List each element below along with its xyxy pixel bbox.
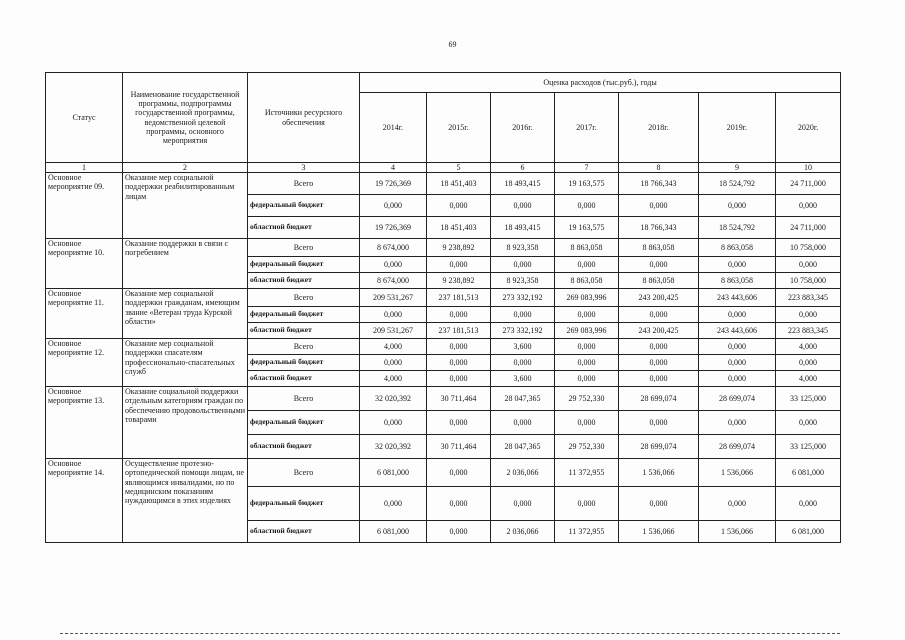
amount-cell: 0,000	[427, 371, 491, 387]
page-number: 69	[448, 40, 457, 49]
amount-cell: 0,000	[699, 355, 776, 371]
funding-source: федеральный бюджет	[248, 355, 360, 371]
header-year: 2019г.	[699, 93, 776, 163]
header-status: Статус	[46, 73, 123, 163]
amount-cell: 0,000	[555, 195, 619, 217]
amount-cell: 4,000	[776, 371, 841, 387]
table-row	[46, 387, 841, 411]
amount-cell: 0,000	[776, 307, 841, 323]
amount-cell: 209 531,267	[360, 289, 427, 307]
amount-cell: 9 238,892	[427, 239, 491, 257]
amount-cell: 0,000	[619, 339, 699, 355]
header-year: 2014г.	[360, 93, 427, 163]
amount-cell: 28 047,365	[491, 387, 555, 411]
amount-cell: 18 451,403	[427, 173, 491, 195]
amount-cell: 0,000	[491, 257, 555, 273]
amount-cell: 19 163,575	[555, 173, 619, 195]
funding-source: федеральный бюджет	[248, 195, 360, 217]
amount-cell: 223 883,345	[776, 323, 841, 339]
amount-cell: 4,000	[360, 371, 427, 387]
amount-cell: 28 047,365	[491, 435, 555, 459]
amount-cell: 4,000	[776, 339, 841, 355]
activity-status: Основное мероприятие 10.	[46, 239, 123, 289]
table-row	[46, 173, 841, 195]
amount-cell: 28 699,074	[619, 387, 699, 411]
amount-cell: 0,000	[619, 411, 699, 435]
amount-cell: 24 711,000	[776, 217, 841, 239]
amount-cell: 0,000	[491, 487, 555, 521]
funding-source: областной бюджет	[248, 217, 360, 239]
header-name: Наименование государственной программы, подпрограммы государственной программы, ведомственной целевой программы, основного мероприятия	[123, 73, 248, 163]
activity-status: Основное мероприятие 11.	[46, 289, 123, 339]
amount-cell: 24 711,000	[776, 173, 841, 195]
column-number: 9	[699, 163, 776, 173]
amount-cell: 8 863,058	[555, 273, 619, 289]
amount-cell: 18 493,415	[491, 173, 555, 195]
amount-cell: 0,000	[427, 411, 491, 435]
funding-source: областной бюджет	[248, 273, 360, 289]
amount-cell: 0,000	[699, 339, 776, 355]
amount-cell: 0,000	[776, 487, 841, 521]
amount-cell: 10 758,000	[776, 239, 841, 257]
header-year: 2018г.	[619, 93, 699, 163]
amount-cell: 18 766,343	[619, 217, 699, 239]
amount-cell: 19 726,369	[360, 173, 427, 195]
amount-cell: 30 711,464	[427, 435, 491, 459]
amount-cell: 18 766,343	[619, 173, 699, 195]
amount-cell: 1 536,066	[619, 459, 699, 487]
amount-cell: 0,000	[360, 307, 427, 323]
amount-cell: 243 200,425	[619, 323, 699, 339]
amount-cell: 32 020,392	[360, 387, 427, 411]
amount-cell: 11 372,955	[555, 459, 619, 487]
amount-cell: 0,000	[555, 339, 619, 355]
amount-cell: 0,000	[427, 257, 491, 273]
column-number: 4	[360, 163, 427, 173]
header-year: 2017г.	[555, 93, 619, 163]
activity-status: Основное мероприятие 13.	[46, 387, 123, 459]
column-number: 6	[491, 163, 555, 173]
column-number: 8	[619, 163, 699, 173]
amount-cell: 0,000	[619, 371, 699, 387]
amount-cell: 273 332,192	[491, 289, 555, 307]
activity-name: Оказание мер социальной поддержки гражданам, имеющим звание «Ветеран труда Курской области»	[123, 289, 248, 339]
amount-cell: 0,000	[619, 487, 699, 521]
amount-cell: 9 238,892	[427, 273, 491, 289]
amount-cell: 0,000	[360, 195, 427, 217]
amount-cell: 0,000	[360, 355, 427, 371]
bottom-rule	[60, 633, 840, 634]
column-number: 2	[123, 163, 248, 173]
amount-cell: 0,000	[555, 355, 619, 371]
amount-cell: 0,000	[776, 195, 841, 217]
activity-name: Оказание мер социальной поддержки спасателям профессионально-спасательных служб	[123, 339, 248, 387]
amount-cell: 0,000	[776, 355, 841, 371]
funding-source: Всего	[248, 173, 360, 195]
amount-cell: 19 726,369	[360, 217, 427, 239]
amount-cell: 29 752,330	[555, 435, 619, 459]
amount-cell: 18 524,792	[699, 173, 776, 195]
amount-cell: 8 863,058	[699, 239, 776, 257]
amount-cell: 209 531,267	[360, 323, 427, 339]
amount-cell: 0,000	[491, 307, 555, 323]
header-year: 2015г.	[427, 93, 491, 163]
amount-cell: 3,600	[491, 371, 555, 387]
amount-cell: 2 036,066	[491, 459, 555, 487]
amount-cell: 243 443,606	[699, 323, 776, 339]
amount-cell: 33 125,000	[776, 435, 841, 459]
amount-cell: 0,000	[699, 487, 776, 521]
activity-name: Оказание поддержки в связи с погребением	[123, 239, 248, 289]
funding-source: Всего	[248, 459, 360, 487]
amount-cell: 0,000	[619, 307, 699, 323]
amount-cell: 6 081,000	[776, 521, 841, 543]
activity-status: Основное мероприятие 12.	[46, 339, 123, 387]
amount-cell: 0,000	[555, 487, 619, 521]
amount-cell: 6 081,000	[776, 459, 841, 487]
amount-cell: 0,000	[491, 411, 555, 435]
table-row	[46, 289, 841, 307]
amount-cell: 223 883,345	[776, 289, 841, 307]
funding-source: Всего	[248, 239, 360, 257]
amount-cell: 33 125,000	[776, 387, 841, 411]
activity-rows	[46, 173, 841, 543]
funding-source: областной бюджет	[248, 371, 360, 387]
column-number: 5	[427, 163, 491, 173]
amount-cell: 0,000	[699, 195, 776, 217]
amount-cell: 28 699,074	[699, 387, 776, 411]
amount-cell: 0,000	[555, 371, 619, 387]
activity-name: Оказание мер социальной поддержки реабилитированным лицам	[123, 173, 248, 239]
amount-cell: 0,000	[427, 459, 491, 487]
funding-source: федеральный бюджет	[248, 487, 360, 521]
amount-cell: 0,000	[699, 257, 776, 273]
amount-cell: 0,000	[360, 257, 427, 273]
table-row	[46, 459, 841, 487]
amount-cell: 0,000	[699, 307, 776, 323]
amount-cell: 0,000	[699, 411, 776, 435]
amount-cell: 0,000	[776, 411, 841, 435]
amount-cell: 0,000	[555, 257, 619, 273]
amount-cell: 0,000	[427, 521, 491, 543]
amount-cell: 0,000	[427, 339, 491, 355]
funding-source: Всего	[248, 339, 360, 355]
funding-source: областной бюджет	[248, 323, 360, 339]
funding-source: федеральный бюджет	[248, 307, 360, 323]
amount-cell: 0,000	[619, 257, 699, 273]
amount-cell: 1 536,066	[699, 521, 776, 543]
column-number: 10	[776, 163, 841, 173]
amount-cell: 18 451,403	[427, 217, 491, 239]
budget-table	[45, 72, 841, 543]
amount-cell: 237 181,513	[427, 323, 491, 339]
table-row	[46, 239, 841, 257]
amount-cell: 0,000	[360, 487, 427, 521]
amount-cell: 0,000	[776, 257, 841, 273]
header-estimate: Оценка расходов (тыс.руб.), годы	[360, 73, 841, 93]
amount-cell: 0,000	[619, 195, 699, 217]
amount-cell: 0,000	[491, 195, 555, 217]
amount-cell: 1 536,066	[619, 521, 699, 543]
amount-cell: 28 699,074	[619, 435, 699, 459]
amount-cell: 32 020,392	[360, 435, 427, 459]
amount-cell: 8 863,058	[555, 239, 619, 257]
amount-cell: 269 083,996	[555, 289, 619, 307]
funding-source: областной бюджет	[248, 435, 360, 459]
funding-source: областной бюджет	[248, 521, 360, 543]
amount-cell: 0,000	[619, 355, 699, 371]
amount-cell: 0,000	[360, 411, 427, 435]
funding-source: Всего	[248, 387, 360, 411]
amount-cell: 29 752,330	[555, 387, 619, 411]
amount-cell: 273 332,192	[491, 323, 555, 339]
amount-cell: 1 536,066	[699, 459, 776, 487]
column-number: 1	[46, 163, 123, 173]
funding-source: федеральный бюджет	[248, 257, 360, 273]
amount-cell: 8 863,058	[619, 239, 699, 257]
amount-cell: 18 524,792	[699, 217, 776, 239]
amount-cell: 28 699,074	[699, 435, 776, 459]
amount-cell: 2 036,066	[491, 521, 555, 543]
amount-cell: 8 863,058	[619, 273, 699, 289]
amount-cell: 0,000	[427, 355, 491, 371]
header-year: 2020г.	[776, 93, 841, 163]
amount-cell: 0,000	[555, 411, 619, 435]
activity-name: Оказание социальной поддержки отдельным категориям граждан по обеспечению продовольственными товарами	[123, 387, 248, 459]
amount-cell: 8 674,000	[360, 239, 427, 257]
amount-cell: 8 863,058	[699, 273, 776, 289]
amount-cell: 6 081,000	[360, 459, 427, 487]
amount-cell: 3,600	[491, 339, 555, 355]
activity-name: Осуществление протезно-ортопедической помощи лицам, не являющимся инвалидами, но по медицинским показаниям нуждающимся в этих изделиях	[123, 459, 248, 543]
amount-cell: 18 493,415	[491, 217, 555, 239]
amount-cell: 10 758,000	[776, 273, 841, 289]
amount-cell: 4,000	[360, 339, 427, 355]
amount-cell: 8 923,358	[491, 273, 555, 289]
table-row	[46, 339, 841, 355]
column-number-row	[46, 163, 841, 173]
amount-cell: 0,000	[427, 195, 491, 217]
funding-source: Всего	[248, 289, 360, 307]
amount-cell: 243 443,606	[699, 289, 776, 307]
funding-source: федеральный бюджет	[248, 411, 360, 435]
amount-cell: 0,000	[427, 487, 491, 521]
amount-cell: 6 081,000	[360, 521, 427, 543]
amount-cell: 269 083,996	[555, 323, 619, 339]
amount-cell: 243 200,425	[619, 289, 699, 307]
amount-cell: 0,000	[699, 371, 776, 387]
header-sources: Источники ресурсного обеспечения	[248, 73, 360, 163]
amount-cell: 0,000	[427, 307, 491, 323]
amount-cell: 0,000	[555, 307, 619, 323]
amount-cell: 19 163,575	[555, 217, 619, 239]
amount-cell: 8 923,358	[491, 239, 555, 257]
amount-cell: 8 674,000	[360, 273, 427, 289]
amount-cell: 0,000	[491, 355, 555, 371]
amount-cell: 11 372,955	[555, 521, 619, 543]
activity-status: Основное мероприятие 09.	[46, 173, 123, 239]
activity-status: Основное мероприятие 14.	[46, 459, 123, 543]
column-number: 3	[248, 163, 360, 173]
header-year: 2016г.	[491, 93, 555, 163]
amount-cell: 30 711,464	[427, 387, 491, 411]
amount-cell: 237 181,513	[427, 289, 491, 307]
column-number: 7	[555, 163, 619, 173]
